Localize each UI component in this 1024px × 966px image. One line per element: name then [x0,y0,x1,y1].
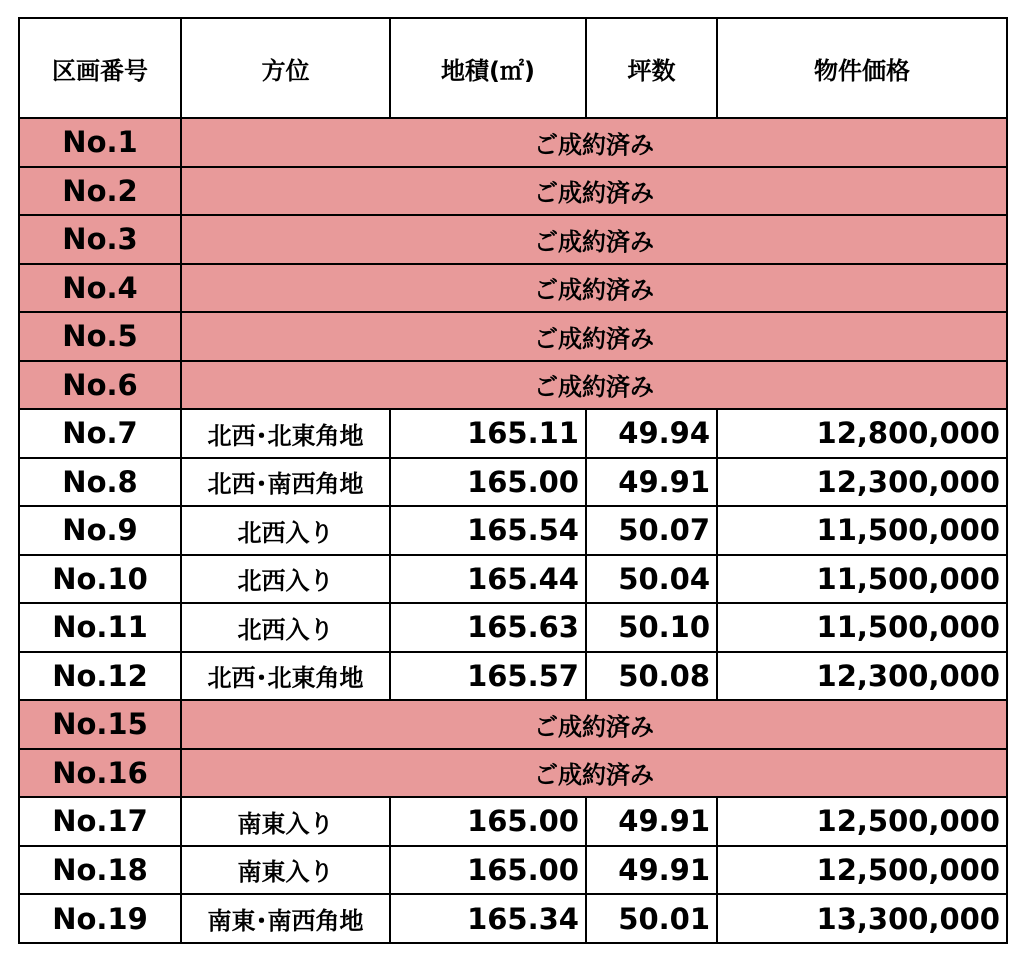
price-cell: 12,500,000 [717,797,1007,846]
price-cell: 12,800,000 [717,409,1007,458]
table-row [19,797,1007,846]
sold-status-cell: ご成約済み [181,215,1007,264]
header-land-area: 地積(㎡) [390,18,586,118]
direction-cell: 北西･北東角地 [181,409,390,458]
table-row [19,846,1007,895]
table-row [19,894,1007,943]
lot-number-cell: No.9 [19,506,181,555]
tsubo-cell: 50.07 [586,506,717,555]
table-row [19,555,1007,604]
table-row [19,652,1007,701]
direction-cell: 北西･北東角地 [181,652,390,701]
lot-number-cell: No.3 [19,215,181,264]
lot-number-cell: No.11 [19,603,181,652]
land-area-cell: 165.54 [390,506,586,555]
tsubo-cell: 50.04 [586,555,717,604]
lot-number-cell: No.4 [19,264,181,313]
tsubo-cell: 49.91 [586,458,717,507]
direction-cell: 北西入り [181,506,390,555]
land-area-cell: 165.00 [390,846,586,895]
sold-status-cell: ご成約済み [181,361,1007,410]
header-lot-number: 区画番号 [19,18,181,118]
table-row [19,118,1007,167]
header-row [19,18,1007,118]
table-row [19,700,1007,749]
tsubo-cell: 49.91 [586,846,717,895]
lot-number-cell: No.10 [19,555,181,604]
header-price: 物件価格 [717,18,1007,118]
table-row [19,167,1007,216]
land-area-cell: 165.57 [390,652,586,701]
tsubo-cell: 50.01 [586,894,717,943]
land-area-cell: 165.63 [390,603,586,652]
lot-number-cell: No.2 [19,167,181,216]
table-row [19,312,1007,361]
price-cell: 12,300,000 [717,458,1007,507]
table-row [19,749,1007,798]
table-row [19,506,1007,555]
table-row [19,361,1007,410]
header-direction: 方位 [181,18,390,118]
land-area-cell: 165.00 [390,458,586,507]
table-row [19,603,1007,652]
direction-cell: 北西入り [181,603,390,652]
land-area-cell: 165.11 [390,409,586,458]
lot-number-cell: No.7 [19,409,181,458]
tsubo-cell: 50.08 [586,652,717,701]
tsubo-cell: 49.91 [586,797,717,846]
direction-cell: 南東･南西角地 [181,894,390,943]
price-cell: 11,500,000 [717,555,1007,604]
lot-number-cell: No.5 [19,312,181,361]
lot-number-cell: No.19 [19,894,181,943]
lot-number-cell: No.15 [19,700,181,749]
sold-status-cell: ご成約済み [181,118,1007,167]
lot-number-cell: No.6 [19,361,181,410]
price-cell: 11,500,000 [717,506,1007,555]
direction-cell: 南東入り [181,846,390,895]
sold-status-cell: ご成約済み [181,167,1007,216]
tsubo-cell: 50.10 [586,603,717,652]
lot-number-cell: No.8 [19,458,181,507]
lot-number-cell: No.16 [19,749,181,798]
direction-cell: 北西入り [181,555,390,604]
table-row [19,215,1007,264]
table-header [19,18,1007,118]
lot-number-cell: No.17 [19,797,181,846]
price-cell: 12,300,000 [717,652,1007,701]
price-cell: 12,500,000 [717,846,1007,895]
sold-status-cell: ご成約済み [181,749,1007,798]
header-tsubo: 坪数 [586,18,717,118]
land-area-cell: 165.34 [390,894,586,943]
price-cell: 13,300,000 [717,894,1007,943]
table-row [19,409,1007,458]
lot-price-sheet [18,17,1006,944]
lot-number-cell: No.18 [19,846,181,895]
land-area-cell: 165.44 [390,555,586,604]
land-area-cell: 165.00 [390,797,586,846]
table-body [19,118,1007,943]
sold-status-cell: ご成約済み [181,312,1007,361]
lot-number-cell: No.12 [19,652,181,701]
sold-status-cell: ご成約済み [181,700,1007,749]
table-row [19,458,1007,507]
sold-status-cell: ご成約済み [181,264,1007,313]
tsubo-cell: 49.94 [586,409,717,458]
direction-cell: 南東入り [181,797,390,846]
lot-table [18,17,1008,944]
table-row [19,264,1007,313]
price-cell: 11,500,000 [717,603,1007,652]
lot-number-cell: No.1 [19,118,181,167]
direction-cell: 北西･南西角地 [181,458,390,507]
